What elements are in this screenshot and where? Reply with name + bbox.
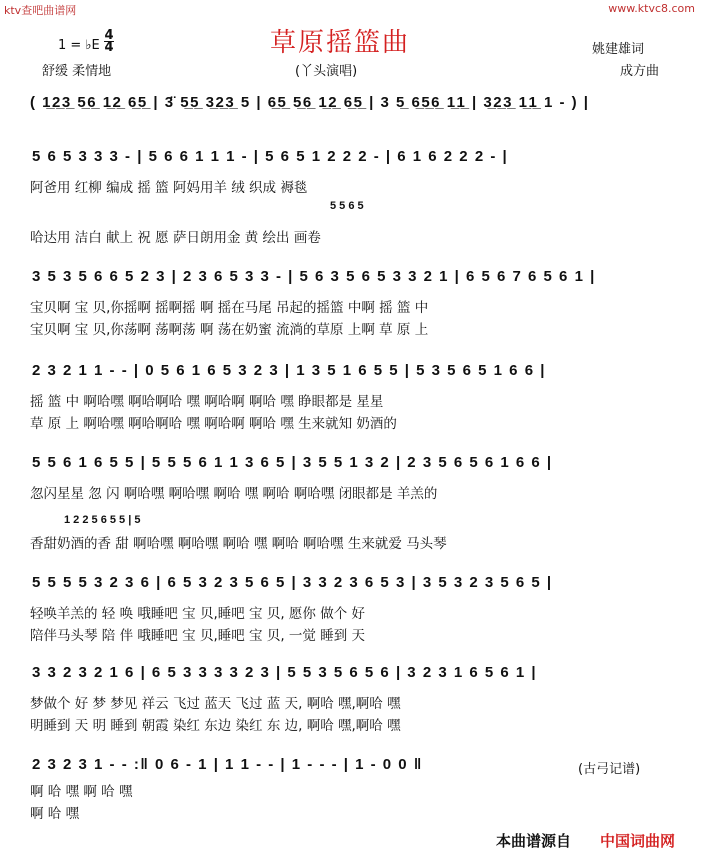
watermark-left: ktv查吧曲谱网	[4, 4, 77, 17]
line7-notes: 2 3 2 3 1 - - :‖ 0 6 - 1 | 1 1 - - | 1 - - - | 1 - 0 0 ‖	[32, 756, 423, 773]
time-signature-bottom: 4	[104, 40, 114, 55]
line5-lyric-verse1: 轻唤羊羔的 轻 唤 哦睡吧 宝 贝,睡吧 宝 贝, 愿你 做个 好	[30, 606, 365, 622]
footer-site[interactable]: 中国词曲网	[600, 832, 676, 850]
line3-lyric-verse1: 摇 篮 中 啊哈嘿 啊哈啊哈 嘿 啊哈啊 啊哈 嘿 睁眼都是 星星	[30, 394, 384, 410]
time-signature-top: 4	[104, 28, 114, 43]
intro-notes: ( 1̲2̲3̲ 5̲6̲ 1̲2̲ 6̲5̲ | 3̈ 5̲5̲ 3̲2̲3̲ 5 | 6̲5̲ 5̲6̲ 1̲2̲ 6̲5̲ | 3 5̲ 6̲5̲6̲ 1̲1̲ | 3̲2̲3̲ 1̲1̲ 1 - ) |	[30, 94, 590, 111]
line2-notes: 3 5 3 5 6 6 5 2 3 | 2 3 6 5 3 3 - | 5 6 3 5 6 5 3 3 2 1 | 6 5 6 7 6 5 6 1 |	[32, 268, 596, 285]
line4-notes: 5 5 6 1 6 5 5 | 5 5 5 6 1 1 3 6 5 | 3 5 5 1 3 2 | 2 3 5 6 5 6 1 6 6 |	[32, 454, 553, 471]
line4-lyric-verse2: 香甜奶酒的香 甜 啊哈嘿 啊哈嘿 啊哈 嘿 啊哈 啊哈嘿 生来就爱 马头琴	[30, 536, 447, 552]
key-signature: 1 = ♭E	[58, 38, 100, 53]
lyricist-credit: 姚建雄词	[592, 42, 645, 57]
line3-lyric-verse2: 草 原 上 啊哈嘿 啊哈啊哈 嘿 啊哈啊 啊哈 嘿 生来就知 奶酒的	[30, 416, 397, 432]
line5-lyric-verse2: 陪伴马头琴 陪 伴 哦睡吧 宝 贝,睡吧 宝 贝, 一觉 睡到 天	[30, 628, 365, 644]
line2-lyric-verse1: 宝贝啊 宝 贝,你摇啊 摇啊摇 啊 摇在马尾 吊起的摇篮 中啊 摇 篮 中	[30, 300, 429, 316]
line4-small-notes: 1 2 2 5 6 5 5 | 5	[64, 514, 141, 526]
line6-notes: 3 3 2 3 2 1 6 | 6 5 3 3 3 3 2 3 | 5 5 3 5 6 5 6 | 3 2 3 1 6 5 6 1 |	[32, 664, 538, 681]
line6-lyric-verse1: 梦做个 好 梦 梦见 祥云 飞过 蓝天 飞过 蓝 天, 啊哈 嘿,啊哈 嘿	[30, 696, 401, 712]
footer-source: 本曲谱源自	[496, 832, 572, 850]
line6-lyric-verse2: 明睡到 天 明 睡到 朝霞 染红 东边 染红 东 边, 啊哈 嘿,啊哈 嘿	[30, 718, 401, 734]
song-title: 草原摇篮曲	[270, 28, 411, 58]
line7-lyric-verse2: 啊 哈 嘿	[30, 806, 80, 822]
line1-notes: 5 6 5 3 3 3 - | 5 6 6 1 1 1 - | 5 6 5 1 2 2 2 - | 6 1 6 2 2 2 - |	[32, 148, 509, 165]
line1-lyric-verse2: 哈达用 洁白 献上 祝 愿 萨日朗用金 黄 绘出 画卷	[30, 230, 321, 246]
line4-lyric-verse1: 忽闪星星 忽 闪 啊哈嘿 啊哈嘿 啊哈 嘿 啊哈 啊哈嘿 闭眼都是 羊羔的	[30, 486, 438, 502]
tempo-marking: 舒缓 柔情地	[42, 64, 112, 79]
watermark-right: www.ktvc8.com	[608, 2, 695, 15]
line5-notes: 5 5 5 5 3 2 3 6 | 6 5 3 2 3 5 6 5 | 3 3 2 3 6 5 3 | 3 5 3 2 3 5 6 5 |	[32, 574, 553, 591]
time-signature	[104, 30, 114, 53]
singer-credit: (丫头演唱)	[295, 64, 358, 79]
line2-lyric-verse2: 宝贝啊 宝 贝,你荡啊 荡啊荡 啊 荡在奶蜜 流淌的草原 上啊 草 原 上	[30, 322, 429, 338]
composer-credit: 成方曲	[620, 64, 660, 79]
line7-lyric-verse1: 啊 哈 嘿 啊 哈 嘿	[30, 784, 133, 800]
line1-lyric-verse1: 阿爸用 红柳 编成 摇 篮 阿妈用羊 绒 织成 褥毯	[30, 180, 308, 196]
line1-small-notes: 5 5 6 5	[330, 200, 364, 212]
line3-notes: 2 3 2 1 1 - - | 0 5 6 1 6 5 3 2 3 | 1 3 5 1 6 5 5 | 5 3 5 6 5 1 6 6 |	[32, 362, 546, 379]
notation-credit: (古弓记谱)	[578, 762, 641, 777]
